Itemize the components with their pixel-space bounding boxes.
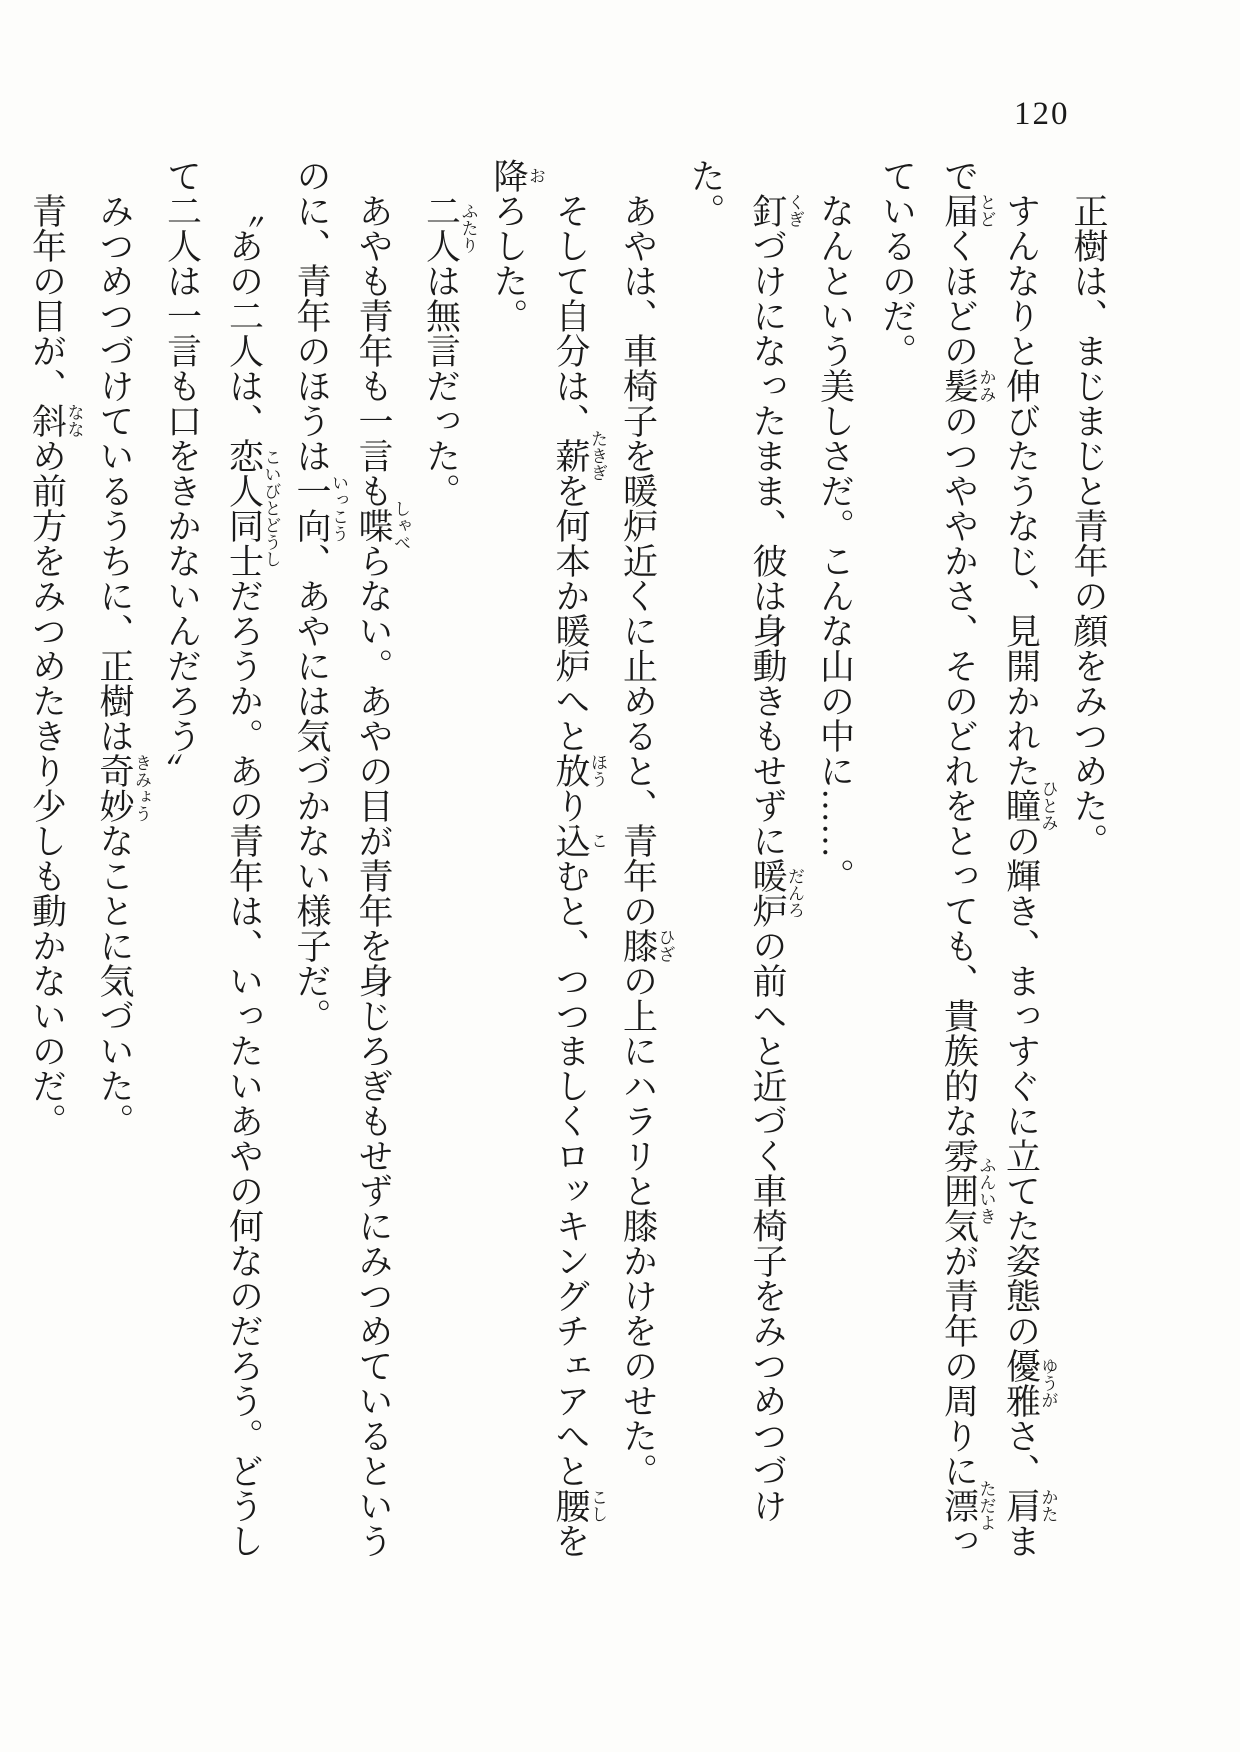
ruby-annotation: 薪たきぎ (551, 430, 607, 481)
ruby-annotation: 髪かみ (939, 368, 996, 403)
ruby-annotation: 瞳ひとみ (1001, 780, 1058, 831)
paragraph: 〝あの二人は、恋人同士こいびとどうしだろうか。あの青年は、いったいあやの何なのだろう。どうして二人は一言も口をきかないんだろう〞 (162, 158, 281, 1558)
ruby-annotation: 喋しゃべ (354, 500, 410, 551)
ruby-annotation: 奇妙きみょう (95, 753, 151, 823)
paragraph: 釘くぎづけになったまま、彼は身動きもせずに暖炉だんろの前へと近づく車椅子をみつめつづけた。 (686, 158, 804, 1523)
ruby-annotation: 二人ふたり (421, 193, 478, 263)
paragraph: 正樹は、まじまじと青年の顔をみつめた。 (1069, 193, 1108, 858)
ruby-annotation: 暖炉だんろ (748, 858, 804, 928)
ruby-annotation: 腰こし (551, 1488, 607, 1523)
ruby-annotation: 込こ (551, 823, 607, 858)
paragraph: 青年の目が、斜ななめ前方をみつめたきり少しも動かないのだ。 (27, 193, 84, 1138)
ruby-annotation: 肩かた (1001, 1488, 1058, 1523)
paragraph: そして自分は、薪たきぎを何本か暖炉へと放ほうり込こむと、つつましくロッキングチェアへと腰こしを降おろした。 (489, 158, 607, 1558)
ruby-annotation: 斜なな (27, 403, 84, 438)
paragraph: すんなりと伸びたうなじ、見開かれた瞳ひとみの輝き、まっすぐに立てた姿態の優雅ゆうがさ、肩かたまで届とどくほどの髪かみのつややかさ、そのどれをとっても、貴族的な雰囲気ふんいきが青年の周りに漂ただよっているのだ。 (877, 158, 1058, 1558)
text-block (16, 158, 1120, 1568)
page-number: 120 (1014, 96, 1070, 132)
ruby-annotation: 恋人同士こいびとどうし (224, 438, 281, 578)
ruby-annotation: 優雅ゆうが (1001, 1348, 1058, 1418)
ruby-annotation: 雰囲気ふんいき (939, 1138, 996, 1243)
paragraph: みつめつづけているうちに、正樹は奇妙きみょうなことに気づいた。 (95, 193, 151, 1138)
ruby-annotation: 届とど (939, 193, 996, 228)
paragraph: あやは、車椅子を暖炉近くに止めると、青年の膝ひざの上にハラリと膝かけをのせた。 (618, 193, 675, 1488)
ruby-annotation: 降お (489, 158, 545, 193)
paragraph: 二人ふたりは無言だった。 (421, 193, 478, 508)
ruby-annotation: 一向いっこう (292, 473, 348, 543)
ruby-annotation: 膝ひざ (618, 928, 675, 963)
paragraph: なんという美しさだ。こんな山の中に……。 (815, 193, 855, 893)
paragraph: あやも青年も一言も喋しゃべらない。あやの目が青年を身じろぎもせずにみつめているというのに、青年のほうは一向いっこう、あやには気づかない様子だ。 (292, 158, 410, 1558)
ruby-annotation: 放ほう (551, 753, 607, 788)
ruby-annotation: 漂ただよ (939, 1480, 996, 1531)
ruby-annotation: 釘くぎ (748, 193, 804, 228)
